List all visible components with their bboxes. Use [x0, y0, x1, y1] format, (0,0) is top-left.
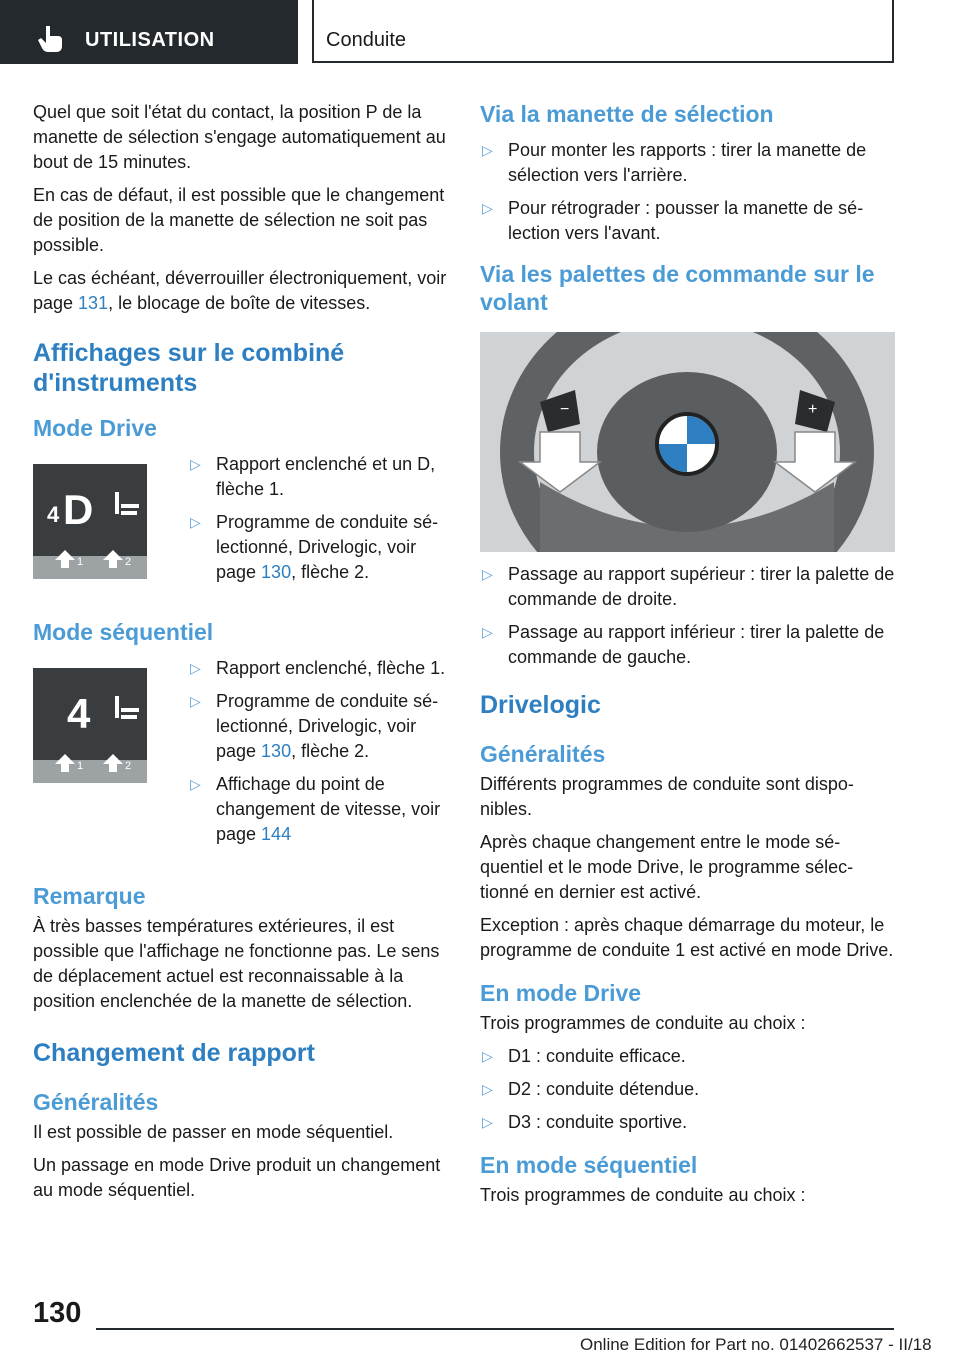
drive-display-image — [33, 464, 147, 579]
edition-text: Online Edition for Part no. 01402662537 - II/18 — [580, 1335, 932, 1354]
paragraph: Après chaque changement entre le mode séquentiel et le mode Drive, le programme sélectionné en dernier est activé. — [480, 832, 854, 902]
paragraph: Exception : après chaque démarrage du moteur, le programme de conduite 1 est activé en mode Drive. — [480, 915, 894, 960]
drive-arrow-1-label: 1 — [77, 556, 84, 568]
heading-mode-sequentiel: Mode séquentiel — [33, 619, 214, 645]
list-item: ▷ Passage au rapport supérieur : tirer la palette de commande de droite. — [482, 564, 895, 609]
heading-mode-drive: En mode Drive — [480, 980, 642, 1006]
section-label: UTILISATION — [85, 29, 215, 51]
paragraph: Quel que soit l'état du contact, la position P de la manette de sélection s'engage automatiquement au bout de 15 minutes. — [33, 102, 446, 172]
footer-divider — [96, 1328, 894, 1330]
list-item: ▷ Programme de conduite sélectionné, Drivelogic, voir page 130, flèche 2. — [190, 512, 439, 582]
list-item: ▷ Pour monter les rapports : tirer la manette de sélection vers l'arrière. — [482, 140, 867, 185]
list-item: ▷ Rapport enclenché, flèche 1. — [190, 658, 446, 678]
page-link[interactable]: 130 — [261, 741, 292, 761]
list-item: ▷ D1 : conduite efficace. — [482, 1046, 686, 1066]
paddle-minus-label: − — [560, 401, 570, 418]
paragraph: Le cas échéant, déverrouiller électroniquement, voir page 131, le blocage de boîte de vitesses. — [33, 268, 447, 313]
heading-mode-drive: Mode Drive — [33, 415, 157, 441]
hand-pointer-icon — [36, 24, 66, 54]
right-column — [480, 100, 895, 1216]
paragraph: Un passage en mode Drive produit un changement au mode séquentiel. — [33, 1155, 441, 1200]
sequential-arrow-1-label: 1 — [77, 760, 84, 772]
page-link[interactable]: 130 — [261, 562, 292, 582]
heading-affichages: Affichages sur le combiné d'instruments — [33, 339, 345, 397]
paragraph: Trois programmes de conduite au choix : — [480, 1185, 806, 1205]
paragraph: Trois programmes de conduite au choix : — [480, 1013, 806, 1033]
heading-generalites: Généralités — [480, 741, 606, 767]
heading-generalites: Généralités — [33, 1089, 159, 1115]
list-item: ▷ Passage au rapport inférieur : tirer la palette de commande de gauche. — [482, 622, 885, 667]
list-item: ▷ Affichage du point de changement de vitesse, voir page 144 — [190, 774, 441, 844]
list-item: ▷ Pour rétrograder : pousser la manette de sélection vers l'avant. — [482, 198, 864, 243]
sequential-display-image — [33, 668, 147, 783]
chapter-box — [312, 0, 894, 63]
chapter-label: Conduite — [326, 29, 407, 51]
drive-gear: D — [63, 486, 94, 533]
heading-drivelogic: Drivelogic — [480, 691, 601, 719]
sequential-section — [33, 656, 448, 878]
sequential-gear: 4 — [67, 690, 91, 737]
paragraph: Il est possible de passer en mode séquentiel. — [33, 1122, 394, 1142]
steering-wheel-image — [480, 332, 895, 552]
heading-remarque: Remarque — [33, 883, 146, 909]
drive-arrow-2-label: 2 — [125, 556, 132, 568]
drive-small-gear: 4 — [47, 502, 60, 527]
left-column — [33, 100, 448, 1211]
heading-changement: Changement de rapport — [33, 1039, 315, 1067]
list-item: ▷ Rapport enclenché et un D, flèche 1. — [190, 454, 436, 499]
page-number: 130 — [33, 1297, 82, 1329]
list-item: ▷ Programme de conduite sélectionné, Drivelogic, voir page 130, flèche 2. — [190, 691, 439, 761]
page-link[interactable]: 131 — [78, 293, 109, 313]
heading-mode-sequentiel: En mode séquentiel — [480, 1152, 698, 1178]
list-item: ▷ D3 : conduite sportive. — [482, 1112, 688, 1132]
paragraph: En cas de défaut, il est possible que le changement de position de la manette de sélection ne soit pas possible. — [33, 185, 445, 255]
page-link[interactable]: 144 — [261, 824, 292, 844]
heading-palettes: Via les palettes de commande sur le volant — [480, 261, 875, 315]
paragraph: Différents programmes de conduite sont disponibles. — [480, 774, 854, 819]
drive-section — [33, 452, 448, 608]
list-item: ▷ D2 : conduite détendue. — [482, 1079, 700, 1099]
sequential-arrow-2-label: 2 — [125, 760, 132, 772]
paddle-plus-label: + — [808, 401, 818, 418]
section-tab — [0, 0, 298, 64]
paragraph: À très basses températures extérieures, il est possible que l'affichage ne fonctionne pas. Le sens de déplacement actuel est reconnaissable à la position enclenchée de la manette de sélection. — [33, 916, 440, 1011]
heading-manette: Via la manette de sélection — [480, 101, 774, 127]
